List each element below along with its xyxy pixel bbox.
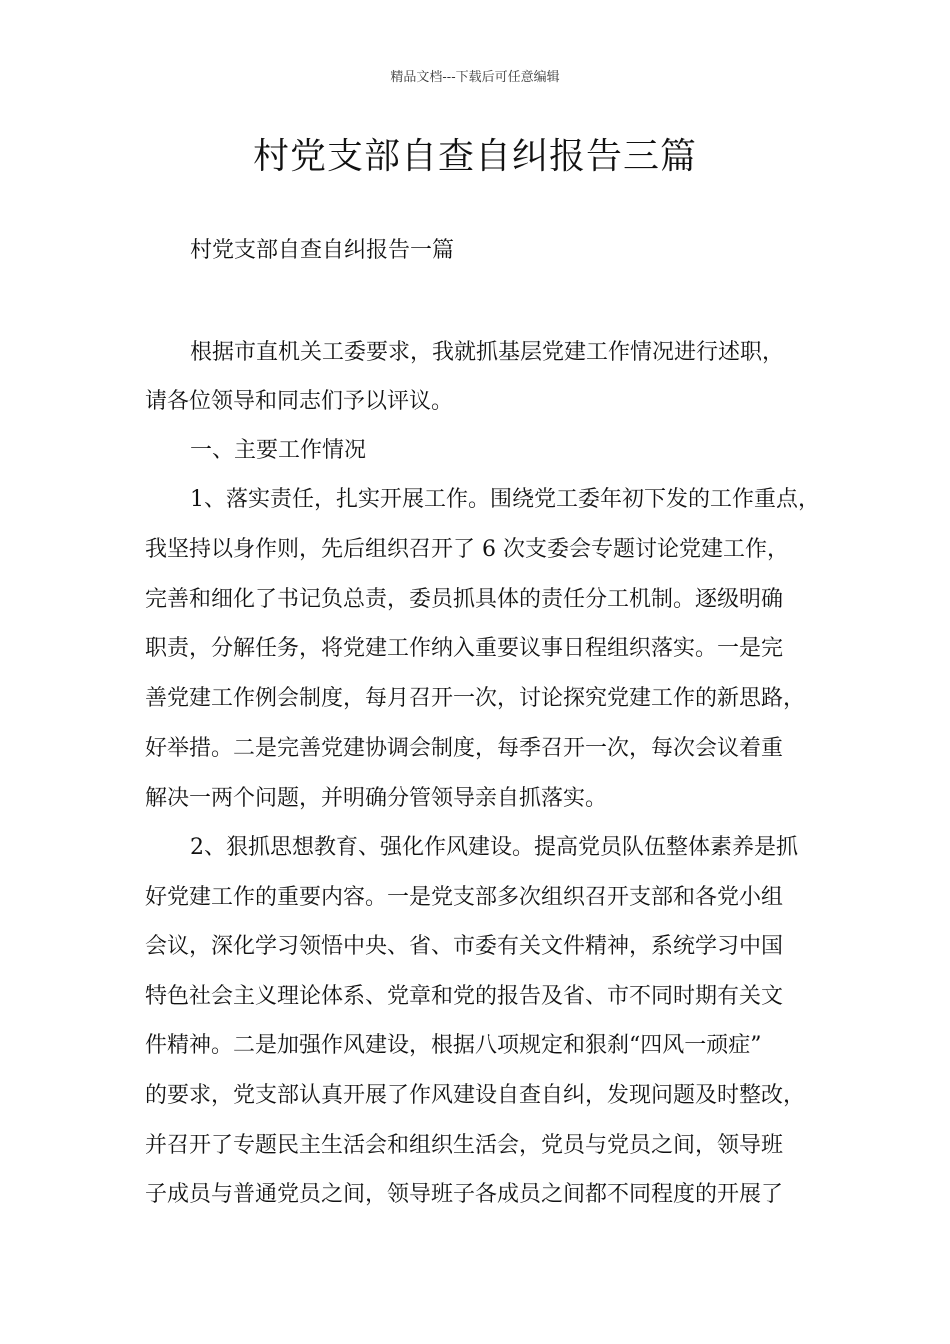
paragraph-line: 请各位领导和同志们予以评议。: [145, 389, 454, 414]
document-title: 村党支部自查自纠报告三篇: [252, 136, 697, 177]
paragraph-line: 子成员与普通党员之间，领导班子各成员之间都不同程度的开展了: [145, 1182, 784, 1207]
paragraph-line: 完善和细化了书记负总责，委员抓具体的责任分工机制。逐级明确: [145, 587, 784, 612]
paragraph-line: 1、落实责任，扎实开展工作。围绕党工委年初下发的工作重点，: [190, 487, 820, 512]
paragraph-line: 善党建工作例会制度，每月召开一次，讨论探究党建工作的新思路，: [145, 686, 806, 711]
section-heading: 一、主要工作情况: [190, 438, 367, 463]
paragraph-line: 并召开了专题民主生活会和组织生活会，党员与党员之间，领导班: [145, 1133, 784, 1158]
header-note: 精品文档---下载后可任意编辑: [390, 70, 560, 85]
paragraph-line: 件精神。二是加强作风建设，根据八项规定和狠刹“四风一顽症”: [145, 1033, 762, 1058]
paragraph-line: 的要求，党支部认真开展了作风建设自查自纠，发现问题及时整改，: [145, 1083, 806, 1108]
paragraph-line: 会议，深化学习领悟中央、省、市委有关文件精神，系统学习中国: [145, 934, 784, 959]
subtitle: 村党支部自查自纠报告一篇: [190, 238, 455, 263]
paragraph-line: 好党建工作的重要内容。一是党支部多次组织召开支部和各党小组: [145, 885, 784, 910]
paragraph-line: 根据市直机关工委要求，我就抓基层党建工作情况进行述职，: [190, 340, 785, 365]
paragraph-line: 职责，分解任务，将党建工作纳入重要议事日程组织落实。一是完: [145, 636, 784, 661]
paragraph-line: 我坚持以身作则，先后组织召开了 6 次支委会专题讨论党建工作，: [145, 537, 789, 562]
paragraph-line: 解决一两个问题，并明确分管领导亲自抓落实。: [145, 786, 608, 811]
paragraph-line: 好举措。二是完善党建协调会制度，每季召开一次，每次会议着重: [145, 736, 784, 761]
paragraph-line: 特色社会主义理论体系、党章和党的报告及省、市不同时期有关文: [145, 984, 784, 1009]
paragraph-line: 2、狠抓思想教育、强化作风建设。提高党员队伍整体素养是抓: [190, 835, 798, 860]
